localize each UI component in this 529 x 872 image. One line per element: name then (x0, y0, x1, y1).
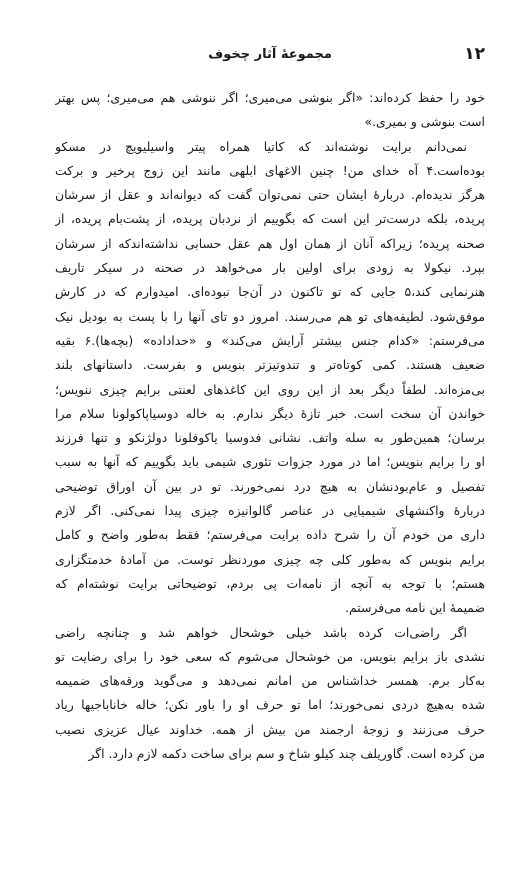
text-line: هستم؛ با توجه به آنچه از نامه‌ات پی بردم، توضیحاتی برایت نوشته‌ام که (55, 575, 485, 591)
text-line: حرف می‌زنند و زوجهٔ ارجمند من بیش از همه. خداوند عیال عزیزی نصیب (55, 721, 485, 737)
text-line: بی‌مزه‌اند. لطفاً دیگر بعد از این روی این کاغذهای لعنتی برایم چیزی ننویس؛ (55, 381, 485, 397)
body-text (55, 86, 485, 766)
text-line: بپرد. نیکولا به زودی برای اولین بار می‌خواهد در صحنه در سیکر تاریف (55, 260, 485, 276)
paragraph (55, 135, 485, 621)
text-line: پریده، بلکه درست‌تر این است که بگوییم از نردبان پریده، از پشت‌بام پریده، از (55, 211, 485, 227)
paragraph (55, 86, 485, 135)
text-line: است بنوشی و بمیری.» (364, 114, 485, 130)
text-line: خود را حفظ کرده‌اند: «اگر بنوشی می‌میری؛ اگر ننوشی هم می‌میری؛ پس بهتر (55, 90, 485, 105)
paragraph (55, 621, 485, 767)
page-number: ۱۲ (464, 44, 485, 64)
page-header (55, 44, 485, 70)
text-line: موفق‌شود. لطیفه‌های تو هم می‌رسند. امروز دو تای آنها را با پست به بودیل نیک (55, 308, 485, 324)
text-line: به‌کار برم. همسر خداشناس من امانم نمی‌دهد و می‌گوید ورقه‌های ضمیمه (55, 673, 485, 689)
text-line: داری من خودم آن را شرح داده برایت می‌فرستم؛ فقط به‌طور واضح و کامل (55, 527, 485, 543)
text-line: او را برایم بنویس؛ اما در مورد جزوات تئوری شیمی باید بگوییم که آنها به سبب (55, 454, 485, 470)
text-line: هرگز ندیده‌ام. دربارهٔ ایشان حتی نمی‌توان گفت که دیوانه‌اند و عقل از سرشان (55, 187, 485, 203)
text-line: تفصیل و عام‌بودنشان به هیچ درد نمی‌خورند. تو در بین آن اوراق توضیحی (55, 478, 485, 494)
text-line: برایم بنویس که به‌طور کلی چه چیزی موردنظر توست. من آمادهٔ خدمتگزاری (55, 551, 485, 567)
text-line: بوده‌است.۴ آه خدای من! چنین الاغهای ابلهی مانند این زوج پرخیر و برکت (55, 162, 485, 178)
text-line: من کرده است. گاوریلف چند کیلو شاخ و سم برای ساخت دکمه لازم دارد. اگر (88, 746, 485, 762)
text-line: می‌فرستم: «کدام جنس بیشتر آرایش می‌کند» و «حداداده» (بچه‌ها).۶ بقیه (55, 332, 485, 348)
text-line: صحنه پریده؛ زیراکه آنان از همان اول هم عقل حسابی نداشته‌اندکه از سرشان (55, 235, 485, 251)
text-line: برسان؛ همین‌طور به سله واتف. نشانی فدوسیا یاکوفلونا دولژنکو و تنها فرزند (55, 430, 485, 446)
text-line: ضمیمهٔ این نامه می‌فرستم. (345, 600, 485, 616)
text-line: هنرنمایی کند،۵ جایی که تو تاکنون در آن‌جا نبوده‌ای. امیدوارم که در کارش (55, 284, 485, 300)
text-line: خواندن آن سخت است. خبر تازهٔ دیگر ندارم. به خاله دوسیاپاکولونا سلام مرا (55, 405, 485, 421)
text-line: شده به‌هیچ دردی نمی‌خورند؛ اما تو حرف او را باور نکن؛ خاله خاناباجیها ریاد (55, 697, 485, 713)
text-line: اگر راضی‌ات کرده باشد خیلی خوشحال خواهم شد و چنانچه راضی (55, 624, 467, 640)
text-line: نمی‌دانم برایت نوشته‌اند که کاتیا همراه پیتر واسیلیویچ در مسکو (55, 138, 467, 154)
text-line: ضعیف هستند. کمی کوتاه‌تر و تندوتیزتر بنویس و بفرست. داستانهای بلند (55, 357, 485, 373)
running-title: مجموعهٔ آثار چخوف (208, 47, 332, 62)
text-line: نشدی باز برایم بنویس. من خوشحال می‌شوم که سعی خود را برای رضایت تو (55, 648, 485, 664)
text-line: دربارهٔ واکنشهای شیمیایی در عناصر گالوانیزه چیزی پیدا نمی‌کنی. اگر لازم (55, 503, 485, 519)
